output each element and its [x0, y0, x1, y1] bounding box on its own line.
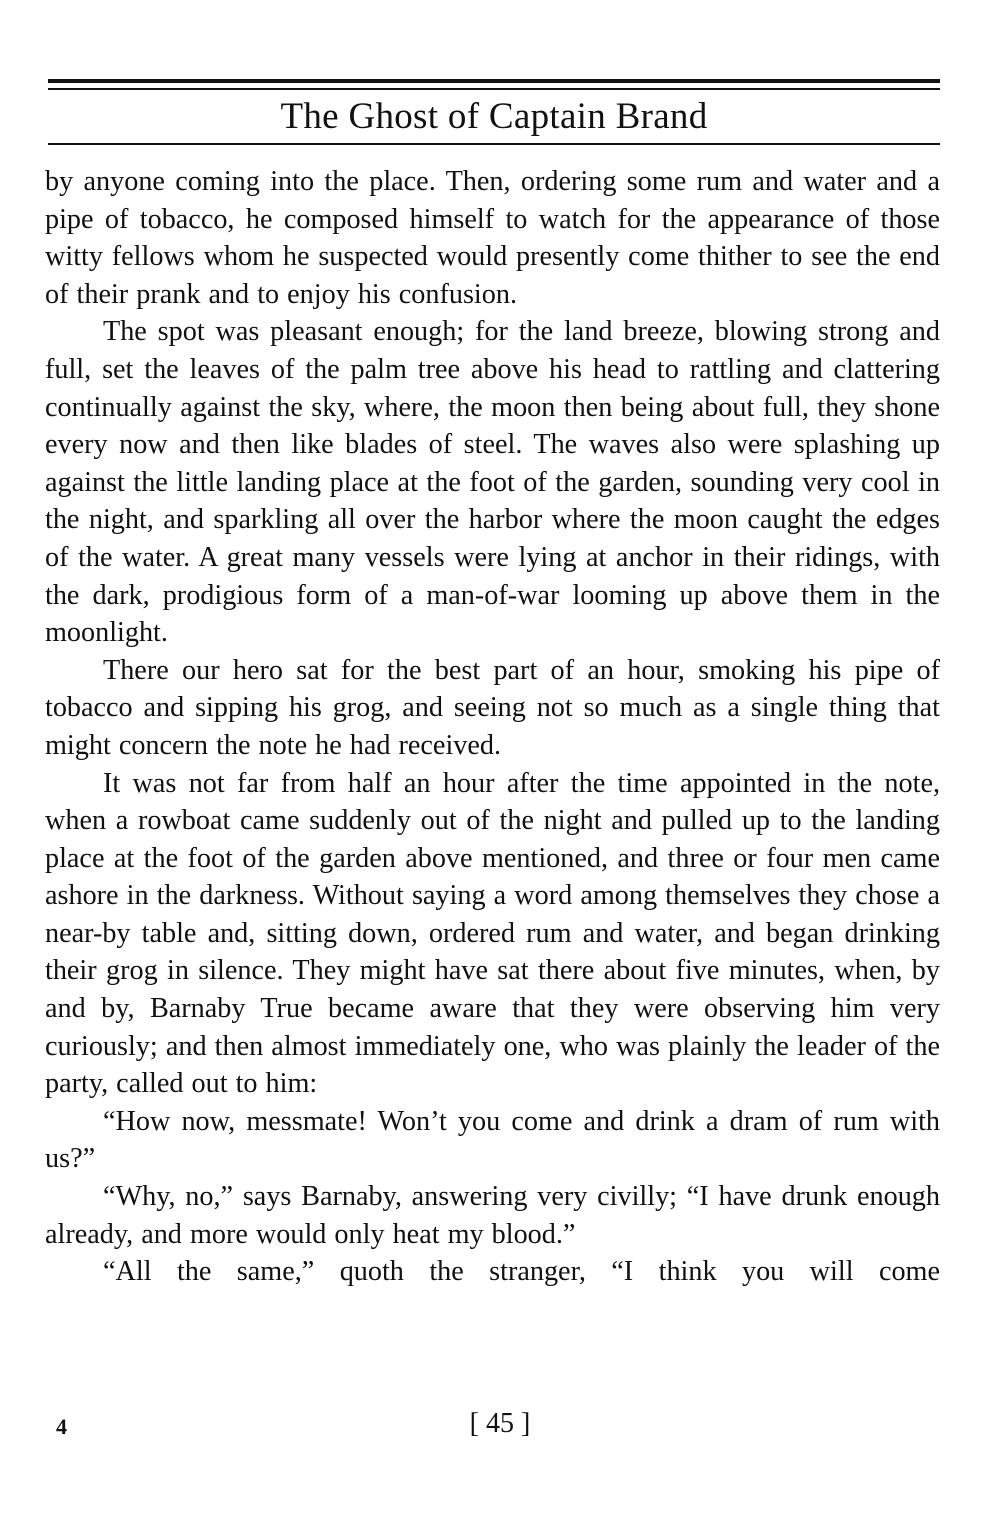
page-number: [ 45 ]	[469, 1408, 531, 1439]
paragraph-dialogue: “Why, no,” says Barnaby, answering very civilly; “I have drunk enough already, and more would only heat my blood.”	[45, 1181, 940, 1250]
signature-mark: 4	[56, 1414, 67, 1439]
paragraph-dialogue: “How now, messmate! Won’t you come and drink a dram of rum with us?”	[45, 1105, 940, 1175]
paragraph: There our hero sat for the best part of an hour, smoking his pipe of tobacco and sipping his grog, and seeing not so much as a single thing that might concern the note he had received.	[45, 654, 940, 761]
page-body	[45, 163, 940, 1291]
paragraph-dialogue-continues: “All the same,” quoth the stranger, “I think you will come	[103, 1256, 940, 1288]
paragraph: It was not far from half an hour after the time appointed in the note, when a rowboat came suddenly out of the night and pulled up to the landing place at the foot of the garden above mentioned, and three or four men came ashore in the darkness. Without saying a word among themselves they chose a near-by table and, sitting down, ordered rum and water, and began drinking their grog in silence. They might have sat there about five minutes, when, by and by, Barnaby True became aware that they were observing him very curiously; and then almost immediately one, who was plainly the leader of the party, called out to him:	[45, 767, 940, 1100]
header-rule-thick	[48, 79, 940, 83]
running-head-title: The Ghost of Captain Brand	[280, 96, 708, 137]
header-rule-thin	[48, 88, 940, 90]
paragraph-continued: by anyone coming into the place. Then, ordering some rum and water and a pipe of tobacco, he composed himself to watch for the appearance of those witty fellows whom he suspected would presently come thither to see the end of their prank and to enjoy his confusion.	[45, 166, 940, 310]
header-rule-bottom	[48, 143, 940, 145]
paragraph: The spot was pleasant enough; for the land breeze, blowing strong and full, set the leaves of the palm tree above his head to rattling and clattering continually against the sky, where, the moon then being about full, they shone every now and then like blades of steel. The waves also were splashing up against the little landing place at the foot of the garden, sounding very cool in the night, and sparkling all over the harbor where the moon caught the edges of the water. A great many vessels were lying at anchor in their ridings, with the dark, prodigious form of a man-of-war looming up above them in the moonlight.	[45, 316, 940, 649]
